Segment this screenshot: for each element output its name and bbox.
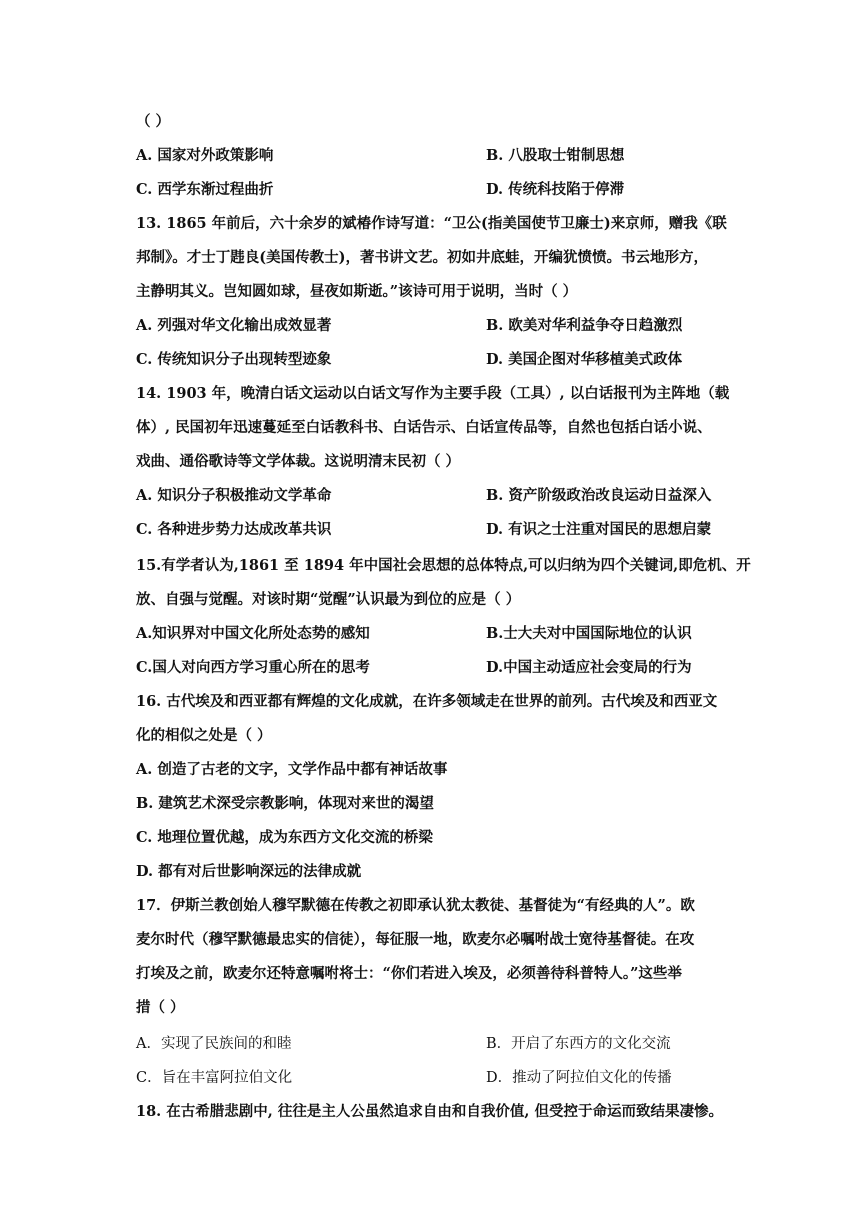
q17-option-b: B．开启了东西方的文化交流	[486, 1036, 671, 1052]
q17-stem-line4: 措（ ）	[136, 999, 185, 1016]
q13-stem-line1: 13. 1865 年前后，六十余岁的斌椿作诗写道：“卫公(指美国使节卫廉士)来京师，赠我《联	[136, 215, 727, 232]
q13-option-d: D. 美国企图对华移植美式政体	[486, 351, 683, 368]
q16-option-d: D. 都有对后世影响深远的法律成就	[136, 863, 362, 880]
q16-stem-line2: 化的相似之处是（ ）	[136, 727, 272, 744]
q15-option-a: A.知识界对中国文化所处态势的感知	[136, 625, 370, 642]
q15-stem-line1: 15.有学者认为,1861 至 1894 年中国社会思想的总体特点,可以归纳为四个关键词,即危机、开	[136, 557, 751, 574]
q17-stem-line2: 麦尔时代（穆罕默德最忠实的信徒），每征服一地，欧麦尔必嘱咐战士宽待基督徒。在攻	[136, 931, 695, 948]
q14-option-b: B. 资产阶级政治改良运动日益深入	[486, 487, 712, 504]
q18-stem-line1: 18. 在古希腊悲剧中, 往往是主人公虽然追求自由和自我价值, 但受控于命运而致结果凄惨。	[136, 1103, 723, 1120]
q13-stem-line2: 邦制》。才士丁韪良(美国传教士)，著书讲文艺。初如井底蛙，开编犹愤愤。书云地形方，	[136, 249, 708, 266]
q16-option-b: B. 建筑艺术深受宗教影响，体现对来世的渴望	[136, 795, 434, 812]
q13-option-a: A. 列强对华文化输出成效显著	[136, 317, 332, 334]
q14-stem-line3: 戏曲、通俗歌诗等文学体裁。这说明清末民初（ ）	[136, 453, 461, 470]
q16-stem-line1: 16. 古代埃及和西亚都有辉煌的文化成就，在许多领域走在世界的前列。古代埃及和西亚文	[136, 693, 718, 710]
q12-option-a: A. 国家对外政策影响	[136, 147, 274, 164]
q15-option-b: B.士大夫对中国国际地位的认识	[486, 625, 692, 642]
q17-option-a: A．实现了民族间的和睦	[136, 1036, 292, 1052]
q14-stem-line2: 体）, 民国初年迅速蔓延至白话教科书、白话告示、白话宣传品等，自然也包括白话小说、	[136, 419, 712, 436]
q15-option-c: C.国人对向西方学习重心所在的思考	[136, 659, 370, 676]
q13-stem-line3: 主静明其义。岂知圆如球，昼夜如斯逝。”该诗可用于说明，当时（ ）	[136, 283, 578, 300]
q12-option-c: C. 西学东渐过程曲折	[136, 181, 274, 198]
q17-option-d: D．推动了阿拉伯文化的传播	[486, 1070, 672, 1086]
q15-stem-line2: 放、自强与觉醒。对该时期“觉醒”认识最为到位的应是（ ）	[136, 591, 521, 608]
q12-answer-blank: （ ）	[136, 113, 171, 130]
q12-option-b: B. 八股取士钳制思想	[486, 147, 625, 164]
q13-option-b: B. 欧美对华利益争夺日趋激烈	[486, 317, 683, 334]
q15-option-d: D.中国主动适应社会变局的行为	[486, 659, 692, 676]
q16-option-c: C. 地理位置优越，成为东西方文化交流的桥梁	[136, 829, 433, 846]
q14-option-d: D. 有识之士注重对国民的思想启蒙	[486, 521, 712, 538]
q14-option-c: C. 各种进步势力达成改革共识	[136, 521, 332, 538]
q14-option-a: A. 知识分子积极推动文学革命	[136, 487, 332, 504]
q16-option-a: A. 创造了古老的文字，文学作品中都有神话故事	[136, 761, 448, 778]
q17-stem-line3: 打埃及之前，欧麦尔还特意嘱咐将士：“你们若进入埃及，必须善待科普特人。”这些举	[136, 965, 682, 982]
q14-stem-line1: 14. 1903 年，晚清白话文运动以白话文写作为主要手段（工具）, 以白话报刊为主阵地（载	[136, 385, 730, 402]
q13-option-c: C. 传统知识分子出现转型迹象	[136, 351, 332, 368]
q12-option-d: D. 传统科技陷于停滞	[486, 181, 625, 198]
q17-option-c: C．旨在丰富阿拉伯文化	[136, 1070, 293, 1086]
q17-stem-line1: 17．伊斯兰教创始人穆罕默德在传教之初即承认犹太教徒、基督徒为“有经典的人”。欧	[136, 897, 695, 914]
